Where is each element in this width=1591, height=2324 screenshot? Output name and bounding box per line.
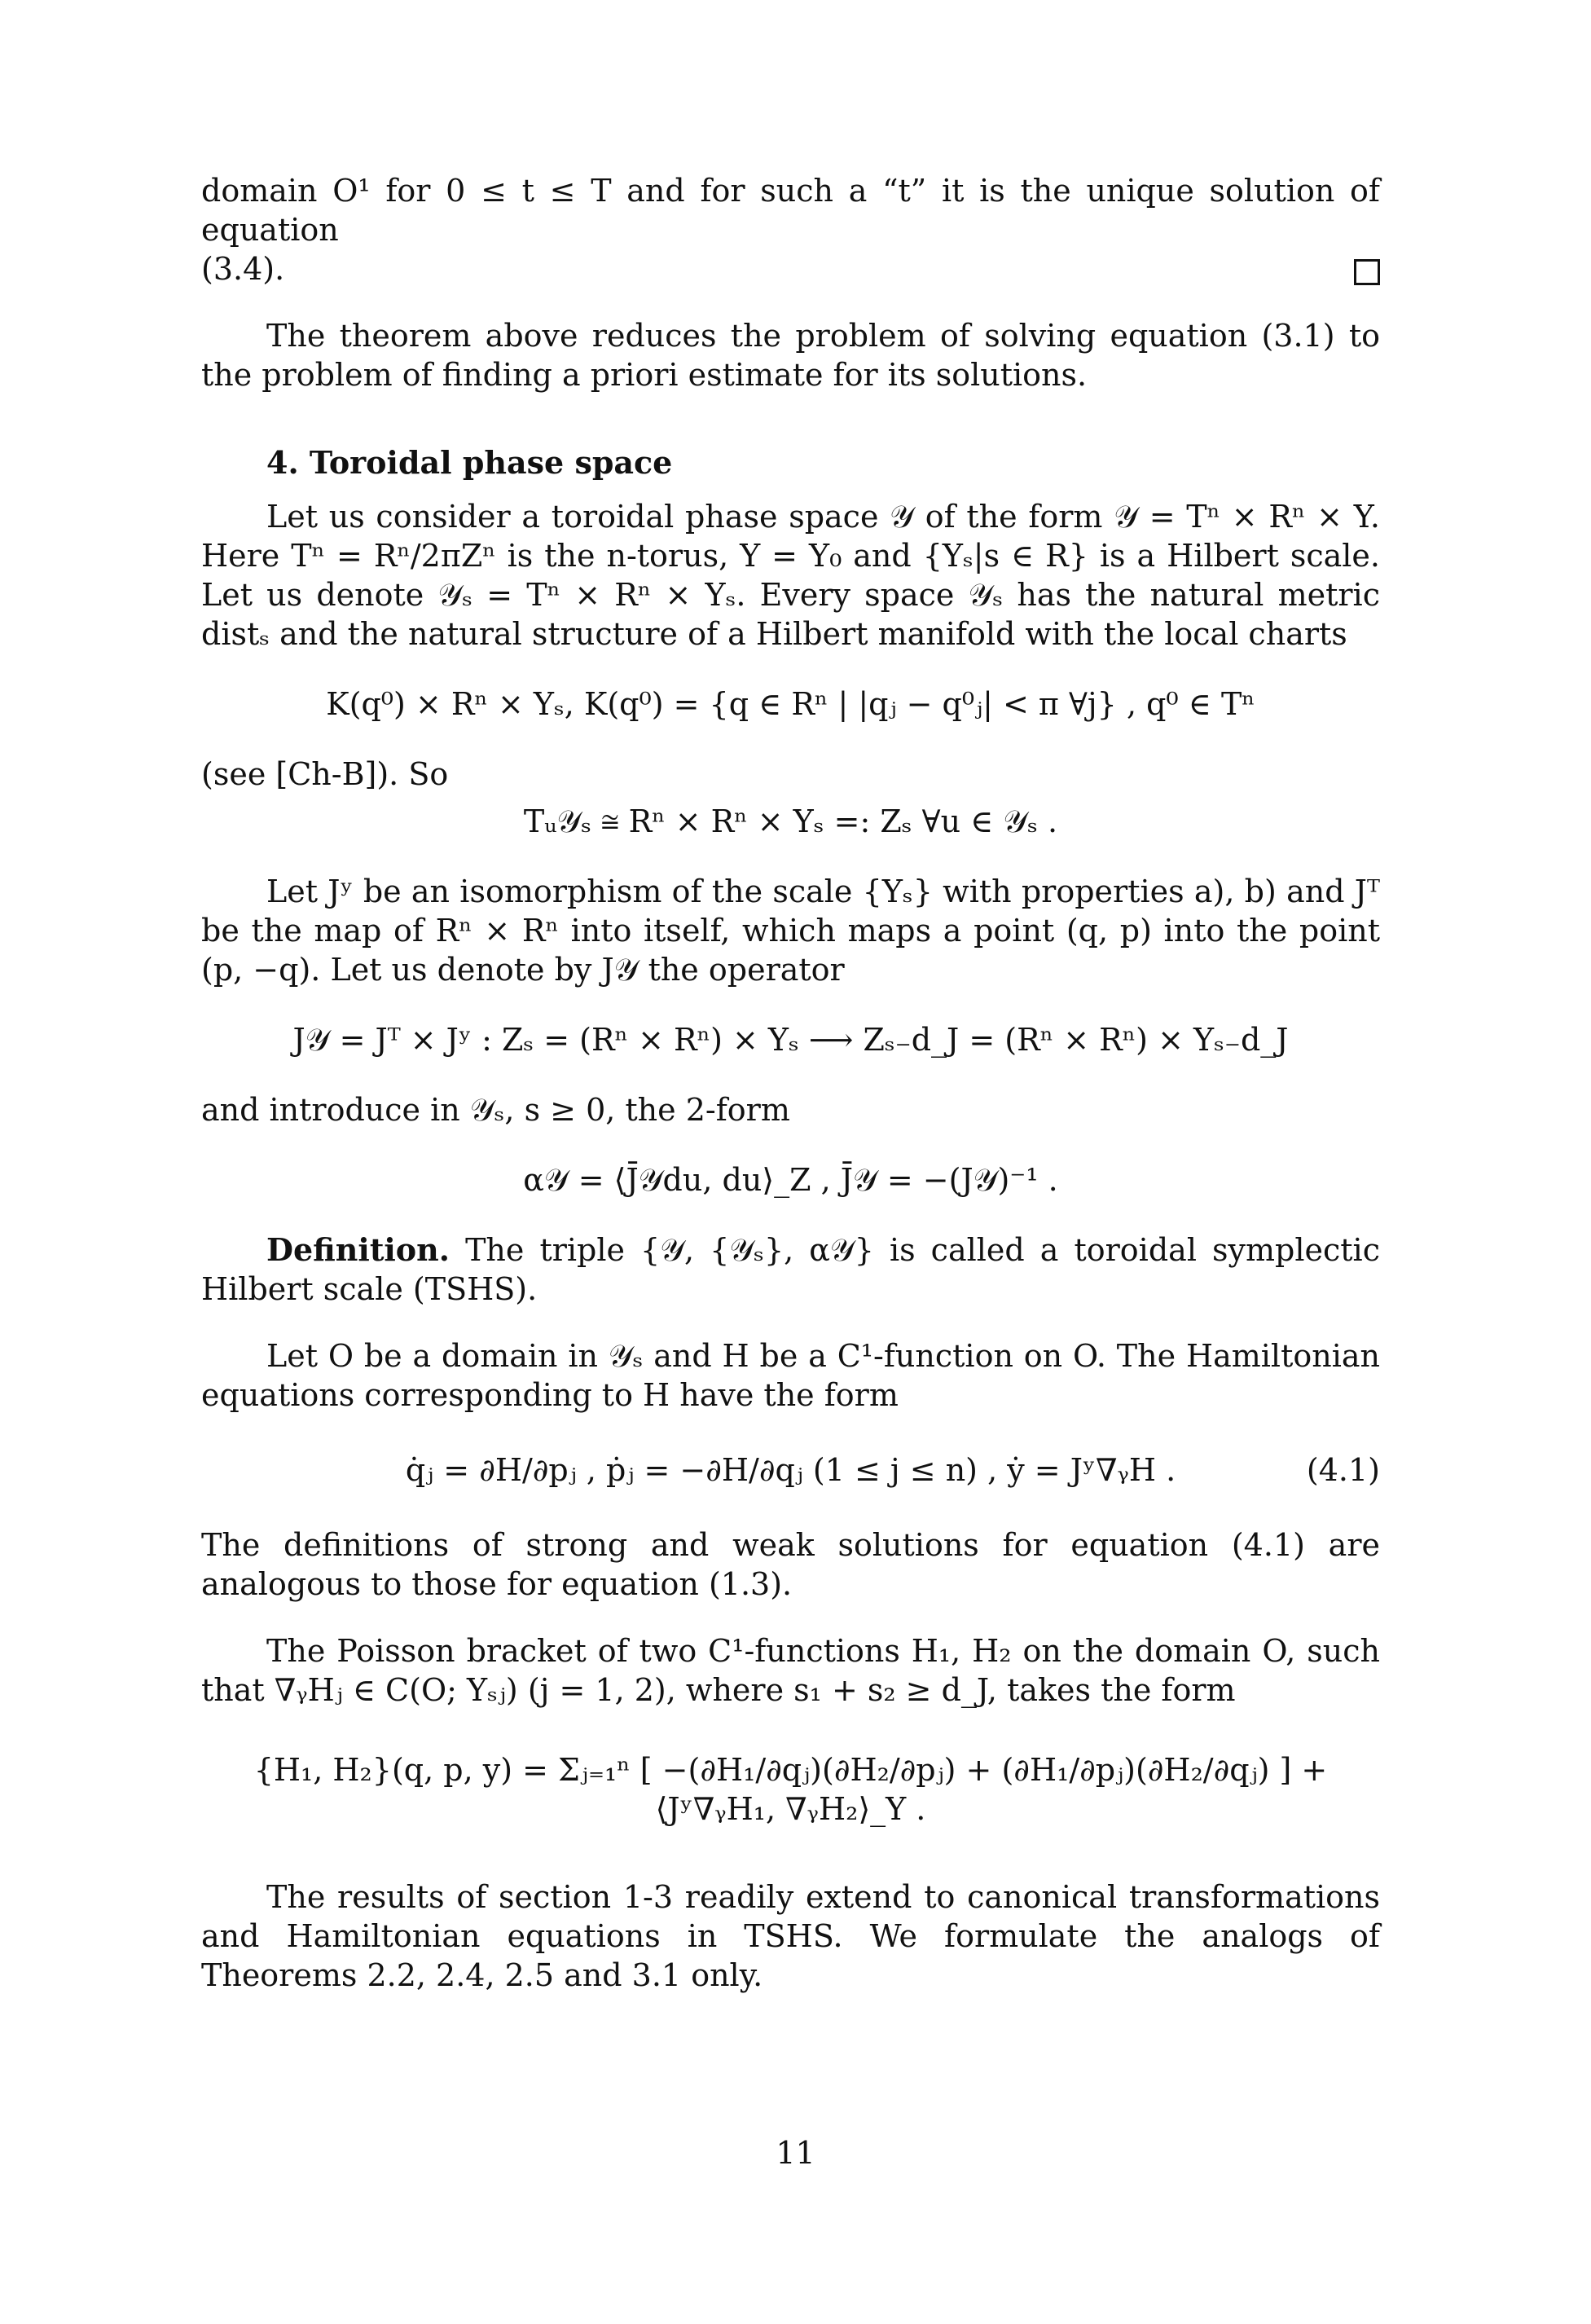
equation-ref: (3.4). [201,251,285,287]
paragraph-definition [201,1230,1380,1309]
definition-text: The triple {𝒴, {𝒴ₛ}, α𝒴} is called a toroidal symplectic Hilbert scale (TSHS). [201,1232,1380,1307]
paragraph-results: The results of section 1-3 readily extend to canonical transformations and Hamiltonian equations in TSHS. We formulate the analogs of Theorems 2.2, 2.4, 2.5 and 3.1 only. [201,1879,1380,1993]
paragraph-continuation-end [201,249,1380,288]
equation-hamilton-body: q̇ⱼ = ∂H/∂pⱼ , ṗⱼ = −∂H/∂qⱼ (1 ≤ j ≤ n) , ẏ = Jʸ∇ᵧH . [405,1452,1176,1488]
equation-hamilton [201,1450,1380,1490]
paragraph-see-ref: (see [Ch-B]). So [201,756,449,792]
equation-symplectic-form: α𝒴 = ⟨J̄𝒴du, du⟩_Z , J̄𝒴 = −(J𝒴)⁻¹ . [523,1162,1058,1198]
paragraph-poisson: The Poisson bracket of two C¹-functions H₁, H₂ on the domain O, such that ∇ᵧHⱼ ∈ C(O; Yₛⱼ) (j = 1, 2), where s₁ + s₂ ≥ d_J, takes the form [201,1633,1380,1708]
paragraph-continuation: domain O¹ for 0 ≤ t ≤ T and for such a “t” it is the unique solution of equation [201,173,1380,248]
equation-tangent-space: Tᵤ𝒴ₛ ≅ Rⁿ × Rⁿ × Yₛ =: Zₛ ∀u ∈ 𝒴ₛ . [523,803,1058,839]
equation-poisson-bracket: {H₁, H₂}(q, p, y) = Σⱼ₌₁ⁿ [ −(∂H₁/∂qⱼ)(∂H₂/∂pⱼ) + (∂H₁/∂pⱼ)(∂H₂/∂qⱼ) ] + ⟨Jʸ∇ᵧH₁, ∇ᵧH₂⟩_Y . [253,1752,1328,1827]
page-body [201,171,1380,1995]
paragraph-solutions: The definitions of strong and weak solutions for equation (4.1) are analogous to those for equation (1.3). [201,1527,1380,1602]
equation-local-charts: K(q⁰) × Rⁿ × Yₛ, K(q⁰) = {q ∈ Rⁿ | |qⱼ − q⁰ⱼ| < π ∀j} , q⁰ ∈ Tⁿ [326,686,1255,722]
qed-box-icon [1354,249,1380,288]
section-heading: 4. Toroidal phase space [266,444,673,481]
paragraph-toroidal-space: Let us consider a toroidal phase space 𝒴 of the form 𝒴 = Tⁿ × Rⁿ × Y. Here Tⁿ = Rⁿ/2πZⁿ is the n-torus, Y = Y₀ and {Yₛ|s ∈ R} is a Hilbert scale. Let us denote 𝒴ₛ = Tⁿ × Rⁿ × Yₛ. Every space 𝒴ₛ has the natural metric distₛ and the natural structure of a Hilbert manifold with the local charts [201,499,1380,652]
equation-operator: J𝒴 = Jᵀ × Jʸ : Zₛ = (Rⁿ × Rⁿ) × Yₛ ⟶ Zₛ₋d_J = (Rⁿ × Rⁿ) × Yₛ₋d_J [292,1022,1289,1058]
definition-label: Definition. [266,1231,450,1268]
paragraph-isomorphism: Let Jʸ be an isomorphism of the scale {Yₛ} with properties a), b) and Jᵀ be the map of Rⁿ × Rⁿ into itself, which maps a point (q, p) into the point (p, −q). Let us denote by J𝒴 the operator [201,874,1380,988]
paragraph-hamiltonian: Let O be a domain in 𝒴ₛ and H be a C¹-function on O. The Hamiltonian equations corresponding to H have the form [201,1338,1380,1413]
equation-number: (4.1) [1306,1452,1380,1488]
page-number: 11 [776,2135,815,2171]
paragraph-two-form: and introduce in 𝒴ₛ, s ≥ 0, the 2-form [201,1092,790,1128]
paragraph-theorem-remark: The theorem above reduces the problem of solving equation (3.1) to the problem of finding a priori estimate for its solutions. [201,318,1380,393]
